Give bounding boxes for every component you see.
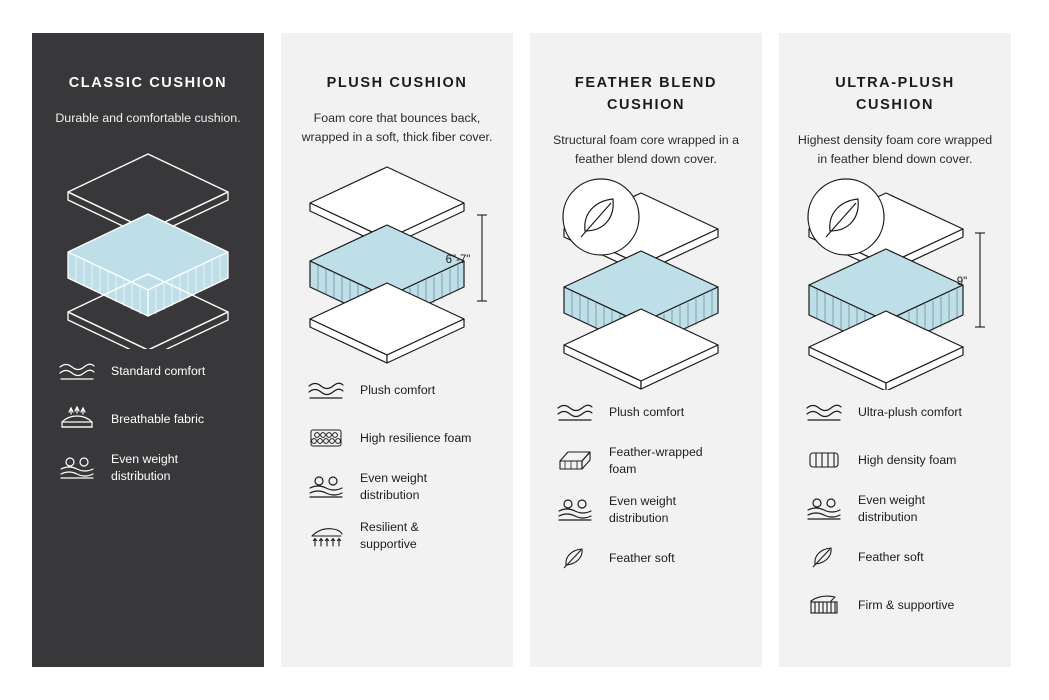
feature-label: Feather soft (609, 551, 675, 566)
firm-support-icon (803, 589, 845, 621)
page-title: ULTRA-PLUSH CUSHION (835, 75, 955, 113)
leaf-icon (803, 541, 845, 573)
panel-description: Durable and comfortable cushion. (55, 110, 241, 125)
list-item (803, 541, 993, 573)
feature-label: Standard comfort (111, 363, 206, 378)
feature-label: Breathable fabric (111, 411, 204, 426)
feature-list (299, 374, 495, 552)
list-item (803, 492, 993, 525)
feature-label: Even weight distribution (111, 451, 178, 483)
honeycomb-icon (305, 422, 347, 454)
feature-label: Even weight distribution (609, 494, 676, 525)
feature-label: Plush comfort (609, 404, 685, 419)
list-item (305, 519, 495, 552)
foam-block-icon (554, 445, 596, 477)
leaf-badge-icon (808, 179, 884, 255)
feature-label: Ultra-plush comfort (858, 404, 962, 419)
dimension-label: 9" (956, 275, 968, 288)
list-item (56, 355, 246, 387)
leaf-badge-icon (563, 179, 639, 255)
even-weight-icon (803, 493, 845, 525)
panel-ultra-plush-cushion (779, 33, 1011, 667)
feature-label: Even weight distribution (858, 492, 925, 524)
leaf-icon (554, 542, 596, 574)
cushion-exploded-diagram (790, 175, 1000, 390)
page-title: PLUSH CUSHION (326, 75, 468, 91)
feature-label: High resilience foam (360, 430, 472, 445)
waves-icon (305, 374, 347, 406)
panel-classic-cushion (32, 33, 264, 667)
list-item (305, 470, 495, 503)
panel-description: Highest density foam core wrapped in feather blend down cover. (797, 132, 993, 166)
list-item (803, 396, 993, 428)
list-item (554, 444, 744, 477)
list-item (554, 396, 744, 428)
waves-icon (56, 355, 98, 387)
density-bars-icon (803, 444, 845, 476)
feature-label: Firm & supportive (858, 597, 955, 612)
cushion-exploded-diagram (43, 134, 253, 349)
dimension-label: 6"-7" (445, 254, 471, 267)
feature-label: Plush comfort (360, 382, 436, 397)
dimension-bracket (477, 215, 487, 301)
panel-description: Foam core that bounces back, wrapped in a soft, thick fiber cover. (301, 110, 493, 144)
page-title: CLASSIC CUSHION (68, 75, 228, 91)
feature-label: Feather-wrapped foam (609, 444, 703, 476)
list-item (554, 542, 744, 574)
page-title: FEATHER BLEND CUSHION (574, 75, 718, 113)
list-item (305, 374, 495, 406)
cushion-exploded-diagram (292, 153, 502, 368)
feature-list (50, 355, 246, 484)
even-weight-icon (305, 471, 347, 503)
list-item (56, 451, 246, 484)
list-item (803, 589, 993, 621)
feature-label: Resilient & supportive (360, 520, 419, 551)
support-arrows-icon (305, 520, 347, 552)
list-item (554, 493, 744, 526)
panel-feather-blend-cushion (530, 33, 762, 667)
list-item (803, 444, 993, 476)
feature-list (548, 396, 744, 574)
dimension-bracket (975, 233, 985, 327)
list-item (56, 403, 246, 435)
feature-label: High density foam (858, 452, 957, 467)
waves-icon (554, 396, 596, 428)
even-weight-icon (554, 494, 596, 526)
feature-list (797, 396, 993, 621)
panel-plush-cushion (281, 33, 513, 667)
panel-description: Structural foam core wrapped in a feather blend down cover. (553, 132, 739, 166)
waves-icon (803, 396, 845, 428)
feature-label: Feather soft (858, 549, 924, 564)
feature-label: Even weight distribution (360, 471, 427, 502)
breathable-fabric-icon (56, 403, 98, 435)
cushion-exploded-diagram (541, 175, 751, 390)
list-item (305, 422, 495, 454)
even-weight-icon (56, 452, 98, 484)
